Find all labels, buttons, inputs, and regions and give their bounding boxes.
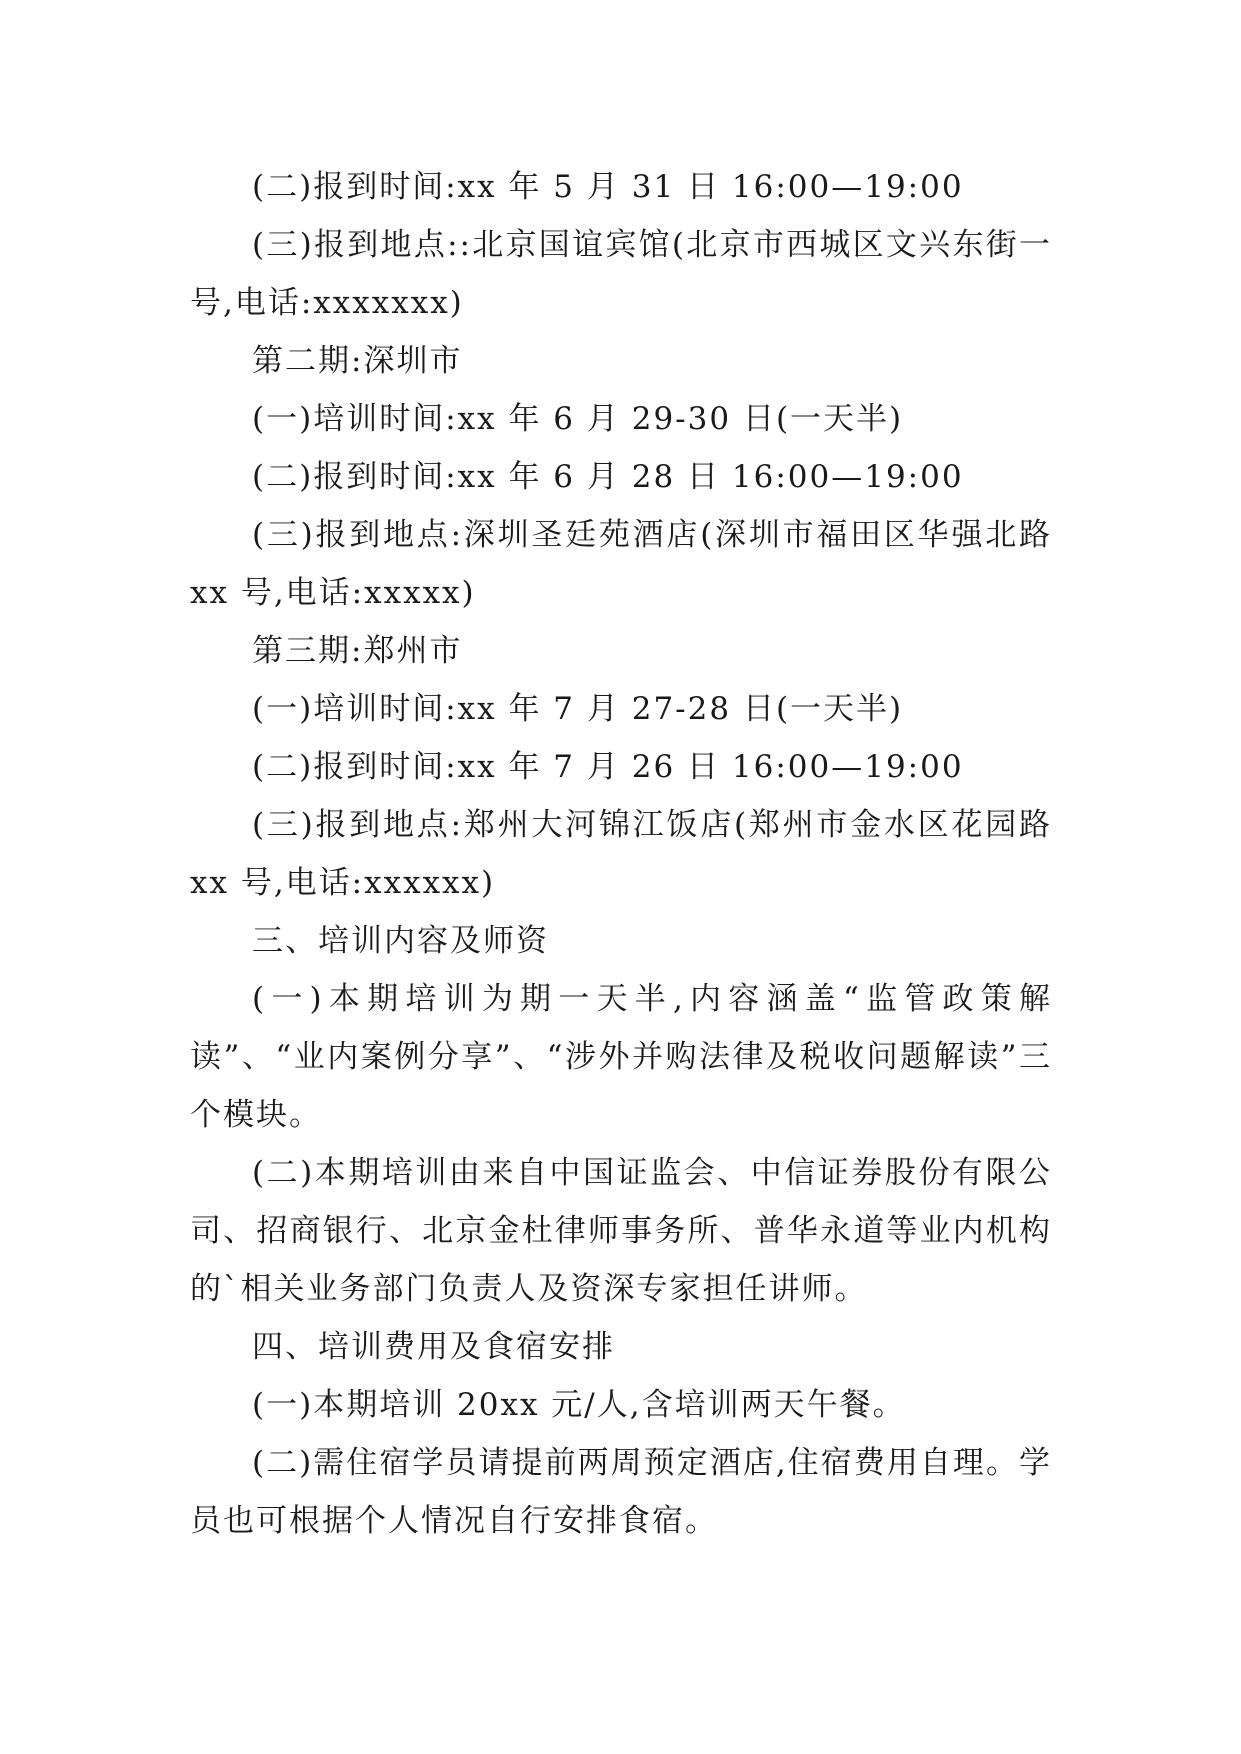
paragraph-fee: (一)本期培训 20xx 元/人,含培训两天午餐。	[252, 1387, 906, 1423]
document-body	[190, 158, 1052, 1550]
paragraph-registration-venue-1: (三)报到地点::北京国谊宾馆(北京市西城区文兴东街一号,电话:xxxxxxx)	[190, 227, 1052, 321]
paragraph-registration-venue-3: (三)报到地点:郑州大河锦江饭店(郑州市金水区花园路xx 号,电话:xxxxxx)	[190, 807, 1052, 901]
paragraph-content-modules: (一)本期培训为期一天半,内容涵盖“监管政策解读”、“业内案例分享”、“涉外并购法律及税收问题解读”三个模块。	[190, 981, 1052, 1133]
paragraph-registration-time-2: (二)报到时间:xx 年 6 月 28 日 16:00—19:00	[252, 459, 964, 495]
paragraph-instructors: (二)本期培训由来自中国证监会、中信证券股份有限公司、招商银行、北京金杜律师事务所、普华永道等业内机构的`相关业务部门负责人及资深专家担任讲师。	[190, 1155, 1052, 1307]
paragraph-training-time-3: (一)培训时间:xx 年 7 月 27-28 日(一天半)	[252, 691, 904, 727]
heading-session-3: 第三期:郑州市	[252, 633, 463, 669]
paragraph-registration-time-3: (二)报到时间:xx 年 7 月 26 日 16:00—19:00	[252, 749, 964, 785]
paragraph-registration-time-1: (二)报到时间:xx 年 5 月 31 日 16:00—19:00	[252, 169, 964, 205]
heading-session-2: 第二期:深圳市	[252, 343, 463, 379]
heading-section-4: 四、培训费用及食宿安排	[252, 1329, 615, 1365]
paragraph-accommodation: (二)需住宿学员请提前两周预定酒店,住宿费用自理。学员也可根据个人情况自行安排食宿。	[190, 1445, 1052, 1539]
heading-section-3: 三、培训内容及师资	[252, 923, 549, 959]
paragraph-registration-venue-2: (三)报到地点:深圳圣廷苑酒店(深圳市福田区华强北路xx 号,电话:xxxxx)	[190, 517, 1052, 611]
paragraph-training-time-2: (一)培训时间:xx 年 6 月 29-30 日(一天半)	[252, 401, 904, 437]
